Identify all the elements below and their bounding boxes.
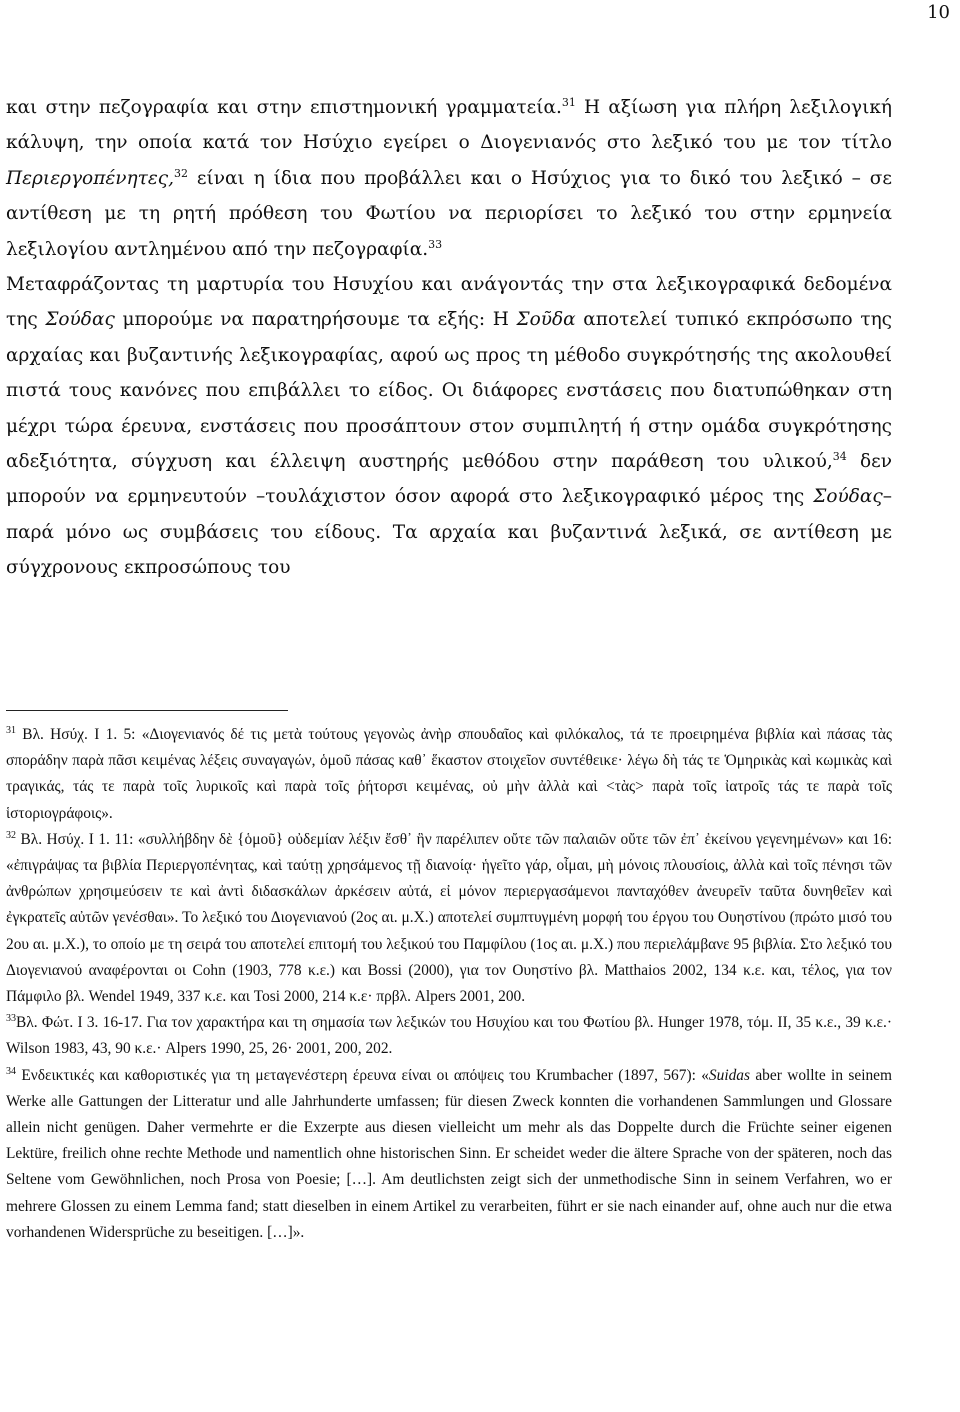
text-run: αποτελεί τυπικό εκπρόσωπο της αρχαίας και βυζαντινής λεξικογραφίας, αφού ως προς τη μέθοδο συγκρότησής της ακολουθεί πιστά τους κανόνες που επιβάλλει το είδος. Οι διάφορες ενστάσεις που διατυπώθηκαν στη μέχρι τώρα έρευνα, ενστάσεις που προσάπτουν στον συμπιλητή ή στην ομάδα συγκρότησης αδεξιότητα, σύγχυση και έλλειψη αυστηρής μεθόδου στην παράθεση του υλικού,: [6, 309, 893, 473]
text-run: Βλ. Φώτ. Ι 3. 16-17. Για τον χαρακτήρα και τη σημασία των λεξικών του Ησυχίου και του Φωτίου βλ. Hunger 1978, τόμ. II, 35 κ.ε., 39 κ.ε.· Wilson 1983, 43, 90 κ.ε.· Alpers 1990, 25, 26· 2001, 200, 202.: [6, 1014, 892, 1058]
text-run: Ενδεικτικές και καθοριστικές για τη μεταγενέστερη έρευνα είναι οι απόψεις του Krumbacher (1897, 567): «: [16, 1066, 709, 1084]
footnote-ref: 34: [6, 1065, 16, 1077]
italic-title: Σούδας: [45, 309, 115, 331]
text-run: Βλ. Ησύχ. Ι 1. 11: «συλλήβδην δὲ {ὁμοῦ} οὐδεμίαν λέξιν ἔσθ᾽ ἣν παρέλιπεν οὔτε τῶν παλαιῶν οὔτε τῶν ἐπ᾽ ἐκείνου γεγενημένων» και 16: «ἐπιγράψας τα βιβλία Περιεργοπένητας, καὶ ταύτῃ χρησάμενος τῇ διανοίᾳ· ἡγεῖτο γάρ, οἶμαι, μὴ μόνοις πλουσίοις, ἀλλὰ καὶ τοῖς πένησι τῶν ἀνθρώπων χρησιμεύσειν τε καὶ ἀντὶ διδασκάλων ἀρκέσειν αὐτά, εἰ μόνον περιεργασάμενοι πανταχόθεν ἀνευρεῖν ταῦτα δυνηθεῖεν καὶ ἐγκρατεῖς αὐτῶν γενέσθαι». Το λεξικό του Διογενιανού (2ος αι. μ.Χ.) αποτελεί συμπτυγμένη μορφή του έργου του Ουηστίνου (πρώτο μισό του 2ου αι. μ.Χ.), το οποίο με τη σειρά του αποτελεί επιτομή του λεξικού του Παμφίλου (1ος αι. μ.Χ.) που περιελάμβανε 95 βιβλία. Στο λεξικό του Διογενιανού αναφέρονται οι Cohn (1903, 778 κ.ε.) και Bossi (2000), για τον Ουηστίνο βλ. Matthaios 2002, 134 κ.ε. και, τέλος, για τον Πάμφιλο βλ. Wendel 1949, 337 κ.ε. και Tosi 2000, 214 κ.ε· πρβλ. Alpers 2001, 200.: [6, 830, 892, 1006]
italic-title: Suidas: [708, 1066, 750, 1084]
page-number: 10: [927, 2, 950, 23]
footnote-ref: 32: [174, 166, 189, 180]
text-run: δεν μπορούν να ερμηνευτούν –τουλάχιστον όσον αφορά στο λεξικογραφικό μέρος της: [6, 451, 892, 508]
text-run: Η αξίωση για πλήρη λεξιλογική κάλυψη, την οποία κατά τον Ησύχιο εγείρει ο Διογενιανός στο λεξικό του με τον τίτλο: [6, 97, 892, 154]
paragraph-1: [6, 90, 892, 267]
footnote-ref: 33: [428, 237, 443, 251]
paragraph-2: [6, 267, 892, 586]
text-run: Μεταφράζοντας τη μαρτυρία του Ησυχίου και ανάγοντάς την στα λεξικογραφικά δεδομένα της: [6, 274, 892, 331]
text-run: μπορούμε να παρατηρήσουμε τα εξής: Η: [114, 309, 517, 331]
footnote-separator: [6, 710, 288, 711]
footnote-ref: 31: [6, 724, 16, 736]
footnote-34: [6, 1063, 892, 1246]
footnote-ref: 33: [6, 1013, 16, 1025]
footnote-33: [6, 1010, 892, 1062]
footnote-ref: 34: [832, 449, 847, 463]
text-run: Βλ. Ησύχ. Ι 1. 5: «Διογενιανός δέ τις μετὰ τούτους γεγονὼς ἀνὴρ σπουδαῖος καὶ φιλόκαλος, τά τε προειρημένα βιβλία καὶ πάσας τὰς σποράδην παρὰ πᾶσι κειμένας λέξεις συναγαγών, ὁμοῦ πάσας καθ᾽ ἕκαστον στοιχεῖον συντέθεικε· λέγω δὴ τάς τε Ὁμηρικὰς καὶ κωμικὰς καὶ τραγικάς, τάς τε παρὰ τοῖς λυρικοῖς καὶ παρὰ τοῖς ῥήτορσι κειμένας, οὐ μὴν ἀλλὰ καὶ <τὰς> παρὰ τοῖς ἰατροῖς τάς τε παρὰ τοῖς ἱστοριογράφοις».: [6, 726, 892, 822]
text-run: aber wollte in seinem Werke alle Gattungen der Litteratur und alle Jahrhunderte umfassen; für diesen Zweck konnten die vorhandenen Sammlungen und Glossare allein nicht genügen. Daher vermehrte er die Exzerpte aus diesen vielleicht um mehr als das Doppelte durch die Früchte seiner eigenen Lektüre, freilich ohne rechte Methode und namentlich ohne historischen Sinn. Er scheidet weder die ältere Sprache von der späteren, noch das Seltene vom Gewöhnlichen, noch Prosa von Poesie; […]. Am deutlichsten zeigt sich der unmethodische Sinn in seinem Verfahren, wo er mehrere Glossen zu einem Lemma fand; statt dieselben in einem Artikel zu verarbeiten, führt er sie nach einander auf, ohne auch nur die etwa vorhandenen Widersprüche zu beseitigen. […]».: [6, 1066, 892, 1241]
text-run: είναι η ίδια που προβάλλει και ο Ησύχιος για το δικό του λεξικό – σε αντίθεση με τη ρητή πρόθεση του Φωτίου να περιορίσει το λεξικό του στην ερμηνεία λεξιλογίου αντλημένου από την πεζογραφία.: [6, 167, 892, 260]
italic-title: Σούδας: [813, 486, 883, 508]
footnote-31: [6, 722, 892, 827]
footnote-32: [6, 827, 892, 1010]
footnote-ref: 32: [6, 829, 16, 841]
italic-title: Σοῦδα: [516, 309, 576, 331]
text-run: και στην πεζογραφία και στην επιστημονική γραμματεία.: [6, 97, 562, 118]
footnotes: [6, 722, 892, 1246]
main-text: [6, 90, 892, 586]
italic-title: Περιεργοπένητες,: [6, 167, 175, 189]
footnote-ref: 31: [561, 95, 576, 109]
text-run: – παρά μόνο ως συμβάσεις του είδους. Τα αρχαία και βυζαντινά λεξικά, σε αντίθεση με σύγχρονους εκπροσώπους του: [6, 486, 892, 579]
